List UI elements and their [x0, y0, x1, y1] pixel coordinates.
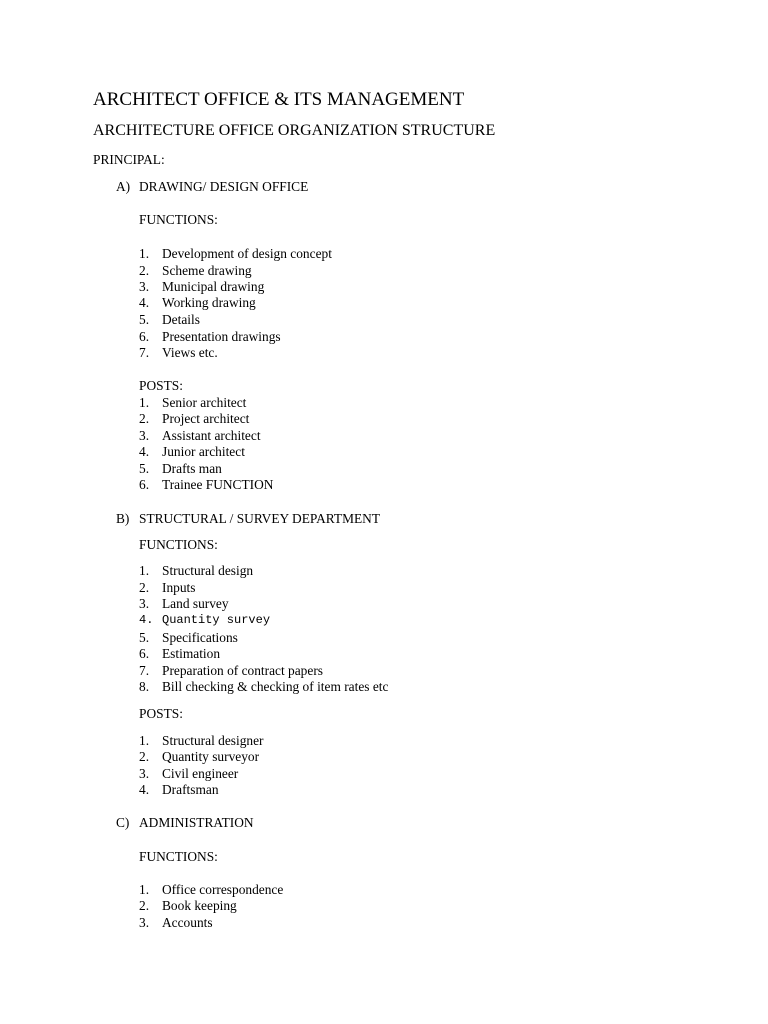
list-item: Estimation [162, 646, 221, 661]
list-item: Municipal drawing [162, 279, 265, 294]
section-letter: A) [116, 179, 131, 194]
list-item-number: 3. [139, 596, 150, 611]
list-item-number: 5. [139, 461, 150, 476]
list-item-number: 1. [139, 733, 150, 748]
list-item: Scheme drawing [162, 263, 252, 278]
list-item-number: 3. [139, 279, 150, 294]
list-item-number: 2. [139, 263, 150, 278]
list-item-number: 4. [139, 444, 150, 459]
list-item: Structural designer [162, 733, 264, 748]
list-item-number: 3. [139, 915, 150, 930]
list-item: Quantity surveyor [162, 749, 260, 764]
functions-label: FUNCTIONS: [139, 212, 218, 227]
list-item: Working drawing [162, 295, 256, 310]
list-item-number: 1. [139, 563, 150, 578]
list-item-number: 1. [139, 395, 150, 410]
list-item-number: 2. [139, 411, 150, 426]
list-item: Office correspondence [162, 882, 284, 897]
list-item-number: 4. [139, 613, 154, 627]
list-item-number: 8. [139, 679, 150, 694]
list-item: Preparation of contract papers [162, 663, 323, 678]
list-item: Specifications [162, 630, 238, 645]
functions-label: FUNCTIONS: [139, 537, 218, 552]
section-letter: B) [116, 511, 130, 526]
section-heading: ADMINISTRATION [139, 815, 254, 830]
list-item: Structural design [162, 563, 254, 578]
list-item-number: 1. [139, 246, 150, 261]
list-item-number: 6. [139, 329, 150, 344]
list-item: Junior architect [162, 444, 245, 459]
list-item: Assistant architect [162, 428, 261, 443]
list-item: Quantity survey [162, 613, 271, 627]
list-item: Trainee FUNCTION [162, 477, 274, 492]
list-item-number: 6. [139, 477, 150, 492]
list-item: Presentation drawings [162, 329, 281, 344]
list-item-number: 5. [139, 630, 150, 645]
section-letter: C) [116, 815, 130, 830]
document-title: ARCHITECT OFFICE & ITS MANAGEMENT [93, 89, 465, 110]
list-item-number: 5. [139, 312, 150, 327]
list-item-number: 7. [139, 663, 150, 678]
list-item: Civil engineer [162, 766, 239, 781]
document-subtitle: ARCHITECTURE OFFICE ORGANIZATION STRUCTURE [93, 122, 496, 139]
list-item-number: 2. [139, 580, 150, 595]
list-item: Accounts [162, 915, 213, 930]
section-heading: DRAWING/ DESIGN OFFICE [139, 179, 309, 194]
posts-label: POSTS: [139, 706, 183, 721]
list-item: Project architect [162, 411, 250, 426]
principal-label: PRINCIPAL: [93, 152, 165, 167]
list-item-number: 4. [139, 782, 150, 797]
list-item: Development of design concept [162, 246, 332, 261]
list-item: Book keeping [162, 898, 237, 913]
list-item-number: 3. [139, 766, 150, 781]
posts-label: POSTS: [139, 378, 183, 393]
list-item: Inputs [162, 580, 196, 595]
list-item: Senior architect [162, 395, 247, 410]
list-item: Views etc. [162, 345, 218, 360]
list-item: Draftsman [162, 782, 219, 797]
list-item-number: 3. [139, 428, 150, 443]
section-heading: STRUCTURAL / SURVEY DEPARTMENT [139, 511, 381, 526]
list-item: Bill checking & checking of item rates etc [162, 679, 389, 694]
list-item-number: 2. [139, 749, 150, 764]
list-item: Land survey [162, 596, 229, 611]
list-item-number: 7. [139, 345, 150, 360]
list-item-number: 2. [139, 898, 150, 913]
functions-label: FUNCTIONS: [139, 849, 218, 864]
list-item: Drafts man [162, 461, 222, 476]
list-item: Details [162, 312, 200, 327]
list-item-number: 6. [139, 646, 150, 661]
list-item-number: 4. [139, 295, 150, 310]
list-item-number: 1. [139, 882, 150, 897]
